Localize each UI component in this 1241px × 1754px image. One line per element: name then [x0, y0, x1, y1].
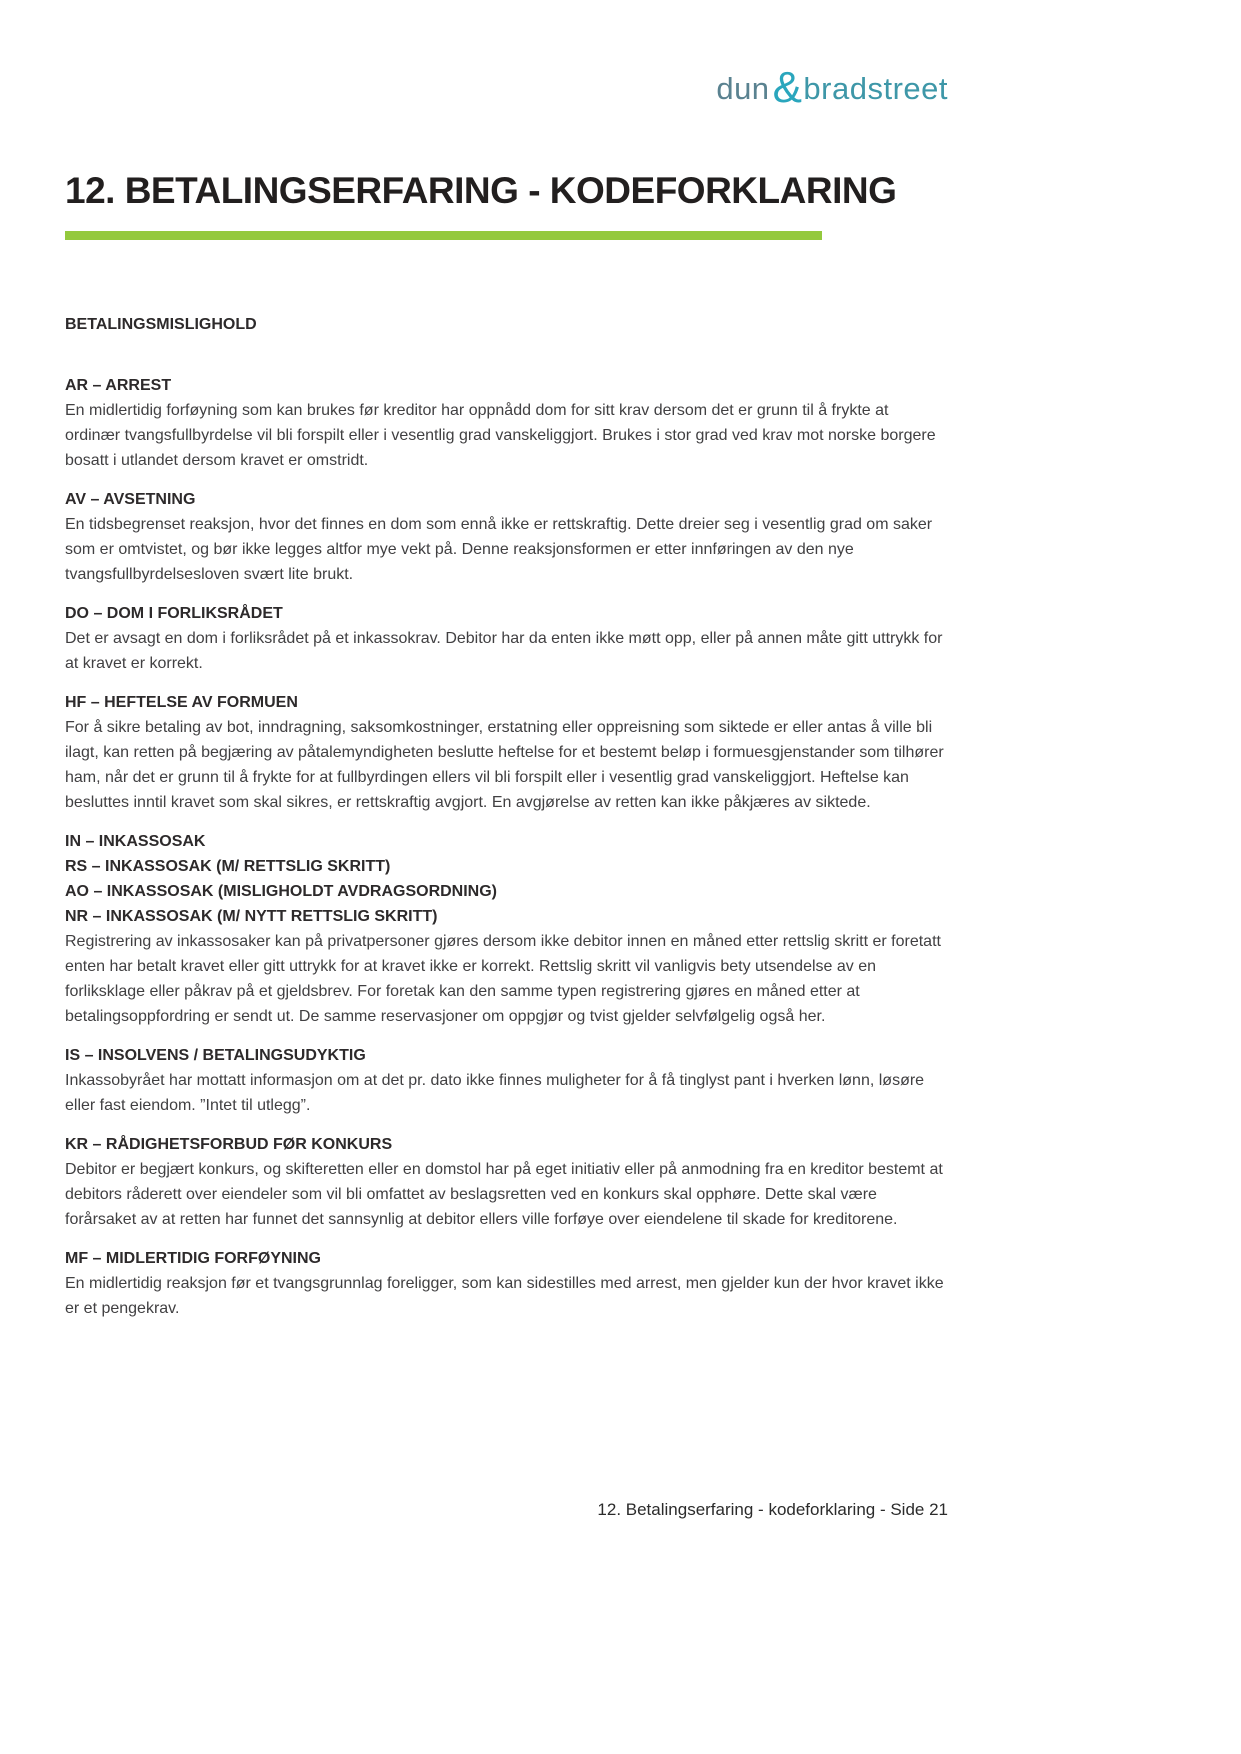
group-heading-betalingsmislighold: BETALINGSMISLIGHOLD: [65, 316, 257, 333]
code-body-hf: For å sikre betaling av bot, inndragning, saksomkostninger, erstatning eller oppreisning som siktede er eller antas å ville bli ilagt, kan retten på begjæring av påtalemyndigheten beslutte heftelse for et bestemt beløp i formuesgjenstander som tilhører ham, når det er grunn til å frykte for at fullbyrdingen ellers vil bli forspilt eller i vesentlig grad vanskeliggjort. Heftelse kan besluttes inntil kravet som skal sikres, er rettskraftig avgjort. En avgjørelse av retten kan ikke påkjæres av siktede.: [65, 719, 944, 811]
document-body: [65, 312, 948, 1321]
logo-text-bradstreet: bradstreet: [803, 71, 948, 106]
code-heading-kr: KR – RÅDIGHETSFORBUD FØR KONKURS: [65, 1136, 393, 1153]
code-body-ar: En midlertidig forføyning som kan brukes før kreditor har oppnådd dom for sitt krav dersom det er grunn til å frykte at ordinær tvangsfullbyrdelse vil bli forspilt eller i vesentlig grad vanskeliggjort. Brukes i stor grad ved krav mot norske borgere bosatt i utlandet dersom kravet er omstridt.: [65, 402, 936, 469]
code-heading-is: IS – INSOLVENS / BETALINGSUDYKTIG: [65, 1047, 366, 1064]
code-body-inkasso: Registrering av inkassosaker kan på privatpersoner gjøres dersom ikke debitor innen en måned etter rettslig skritt er foretatt enten har betalt kravet eller gitt uttrykk for at kravet ikke er korrekt. Rettslig skritt vil vanligvis bety utsendelse av en forliksklage eller påkrav på et gjeldsbrev. For foretak kan den samme typen registrering gjøres en måned etter at betalingsoppfordring er sendt ut. De samme reservasjoner om oppgjør og tvist gjelder selvfølgelig også her.: [65, 933, 941, 1025]
code-heading-nr: NR – INKASSOSAK (M/ NYTT RETTSLIG SKRITT): [65, 908, 438, 925]
code-heading-hf: HF – HEFTELSE AV FORMUEN: [65, 694, 298, 711]
code-heading-in: IN – INKASSOSAK: [65, 833, 206, 850]
header: [0, 63, 948, 112]
page-title: 12. BETALINGSERFARING - KODEFORKLARING: [65, 170, 897, 211]
code-heading-ar: AR – ARREST: [65, 377, 172, 394]
code-heading-ao: AO – INKASSOSAK (MISLIGHOLDT AVDRAGSORDNING): [65, 883, 498, 900]
logo-ampersand-icon: &: [772, 63, 803, 112]
code-body-mf: En midlertidig reaksjon før et tvangsgrunnlag foreligger, som kan sidestilles med arrest, men gjelder kun der hvor kravet ikke er et pengekrav.: [65, 1275, 944, 1317]
code-body-do: Det er avsagt en dom i forliksrådet på et inkassokrav. Debitor har da enten ikke møtt opp, eller på annen måte gitt uttrykk for at kravet er korrekt.: [65, 630, 943, 672]
code-body-kr: Debitor er begjært konkurs, og skifteretten eller en domstol har på eget initiativ eller på anmodning fra en kreditor bestemt at debitors råderett over eiendeler som vil bli omfattet av beslagsretten ved en konkurs skal opphøre. Dette skal være forårsaket av at retten har funnet det sannsynlig at debitor ellers ville forføye over eiendelene til skade for kreditorene.: [65, 1161, 943, 1228]
code-heading-do: DO – DOM I FORLIKSRÅDET: [65, 605, 283, 622]
page-footer: 12. Betalingserfaring - kodeforklaring - Side 21: [597, 1500, 948, 1519]
code-heading-rs: RS – INKASSOSAK (M/ RETTSLIG SKRITT): [65, 858, 391, 875]
dun-bradstreet-logo: [716, 63, 948, 112]
title-accent-bar: [65, 231, 822, 240]
logo-text-dun: dun: [716, 71, 770, 106]
code-heading-mf: MF – MIDLERTIDIG FORFØYNING: [65, 1250, 321, 1267]
code-heading-av: AV – AVSETNING: [65, 491, 196, 508]
code-body-av: En tidsbegrenset reaksjon, hvor det finnes en dom som ennå ikke er rettskraftig. Dette dreier seg i vesentlig grad om saker som er omtvistet, og bør ikke legges altfor mye vekt på. Denne reaksjonsformen er etter innføringen av den nye tvangsfullbyrdelsesloven svært lite brukt.: [65, 516, 933, 583]
code-body-is: Inkassobyrået har mottatt informasjon om at det pr. dato ikke finnes muligheter for å få tinglyst pant i hverken lønn, løsøre eller fast eiendom. ”Intet til utlegg”.: [65, 1072, 925, 1114]
